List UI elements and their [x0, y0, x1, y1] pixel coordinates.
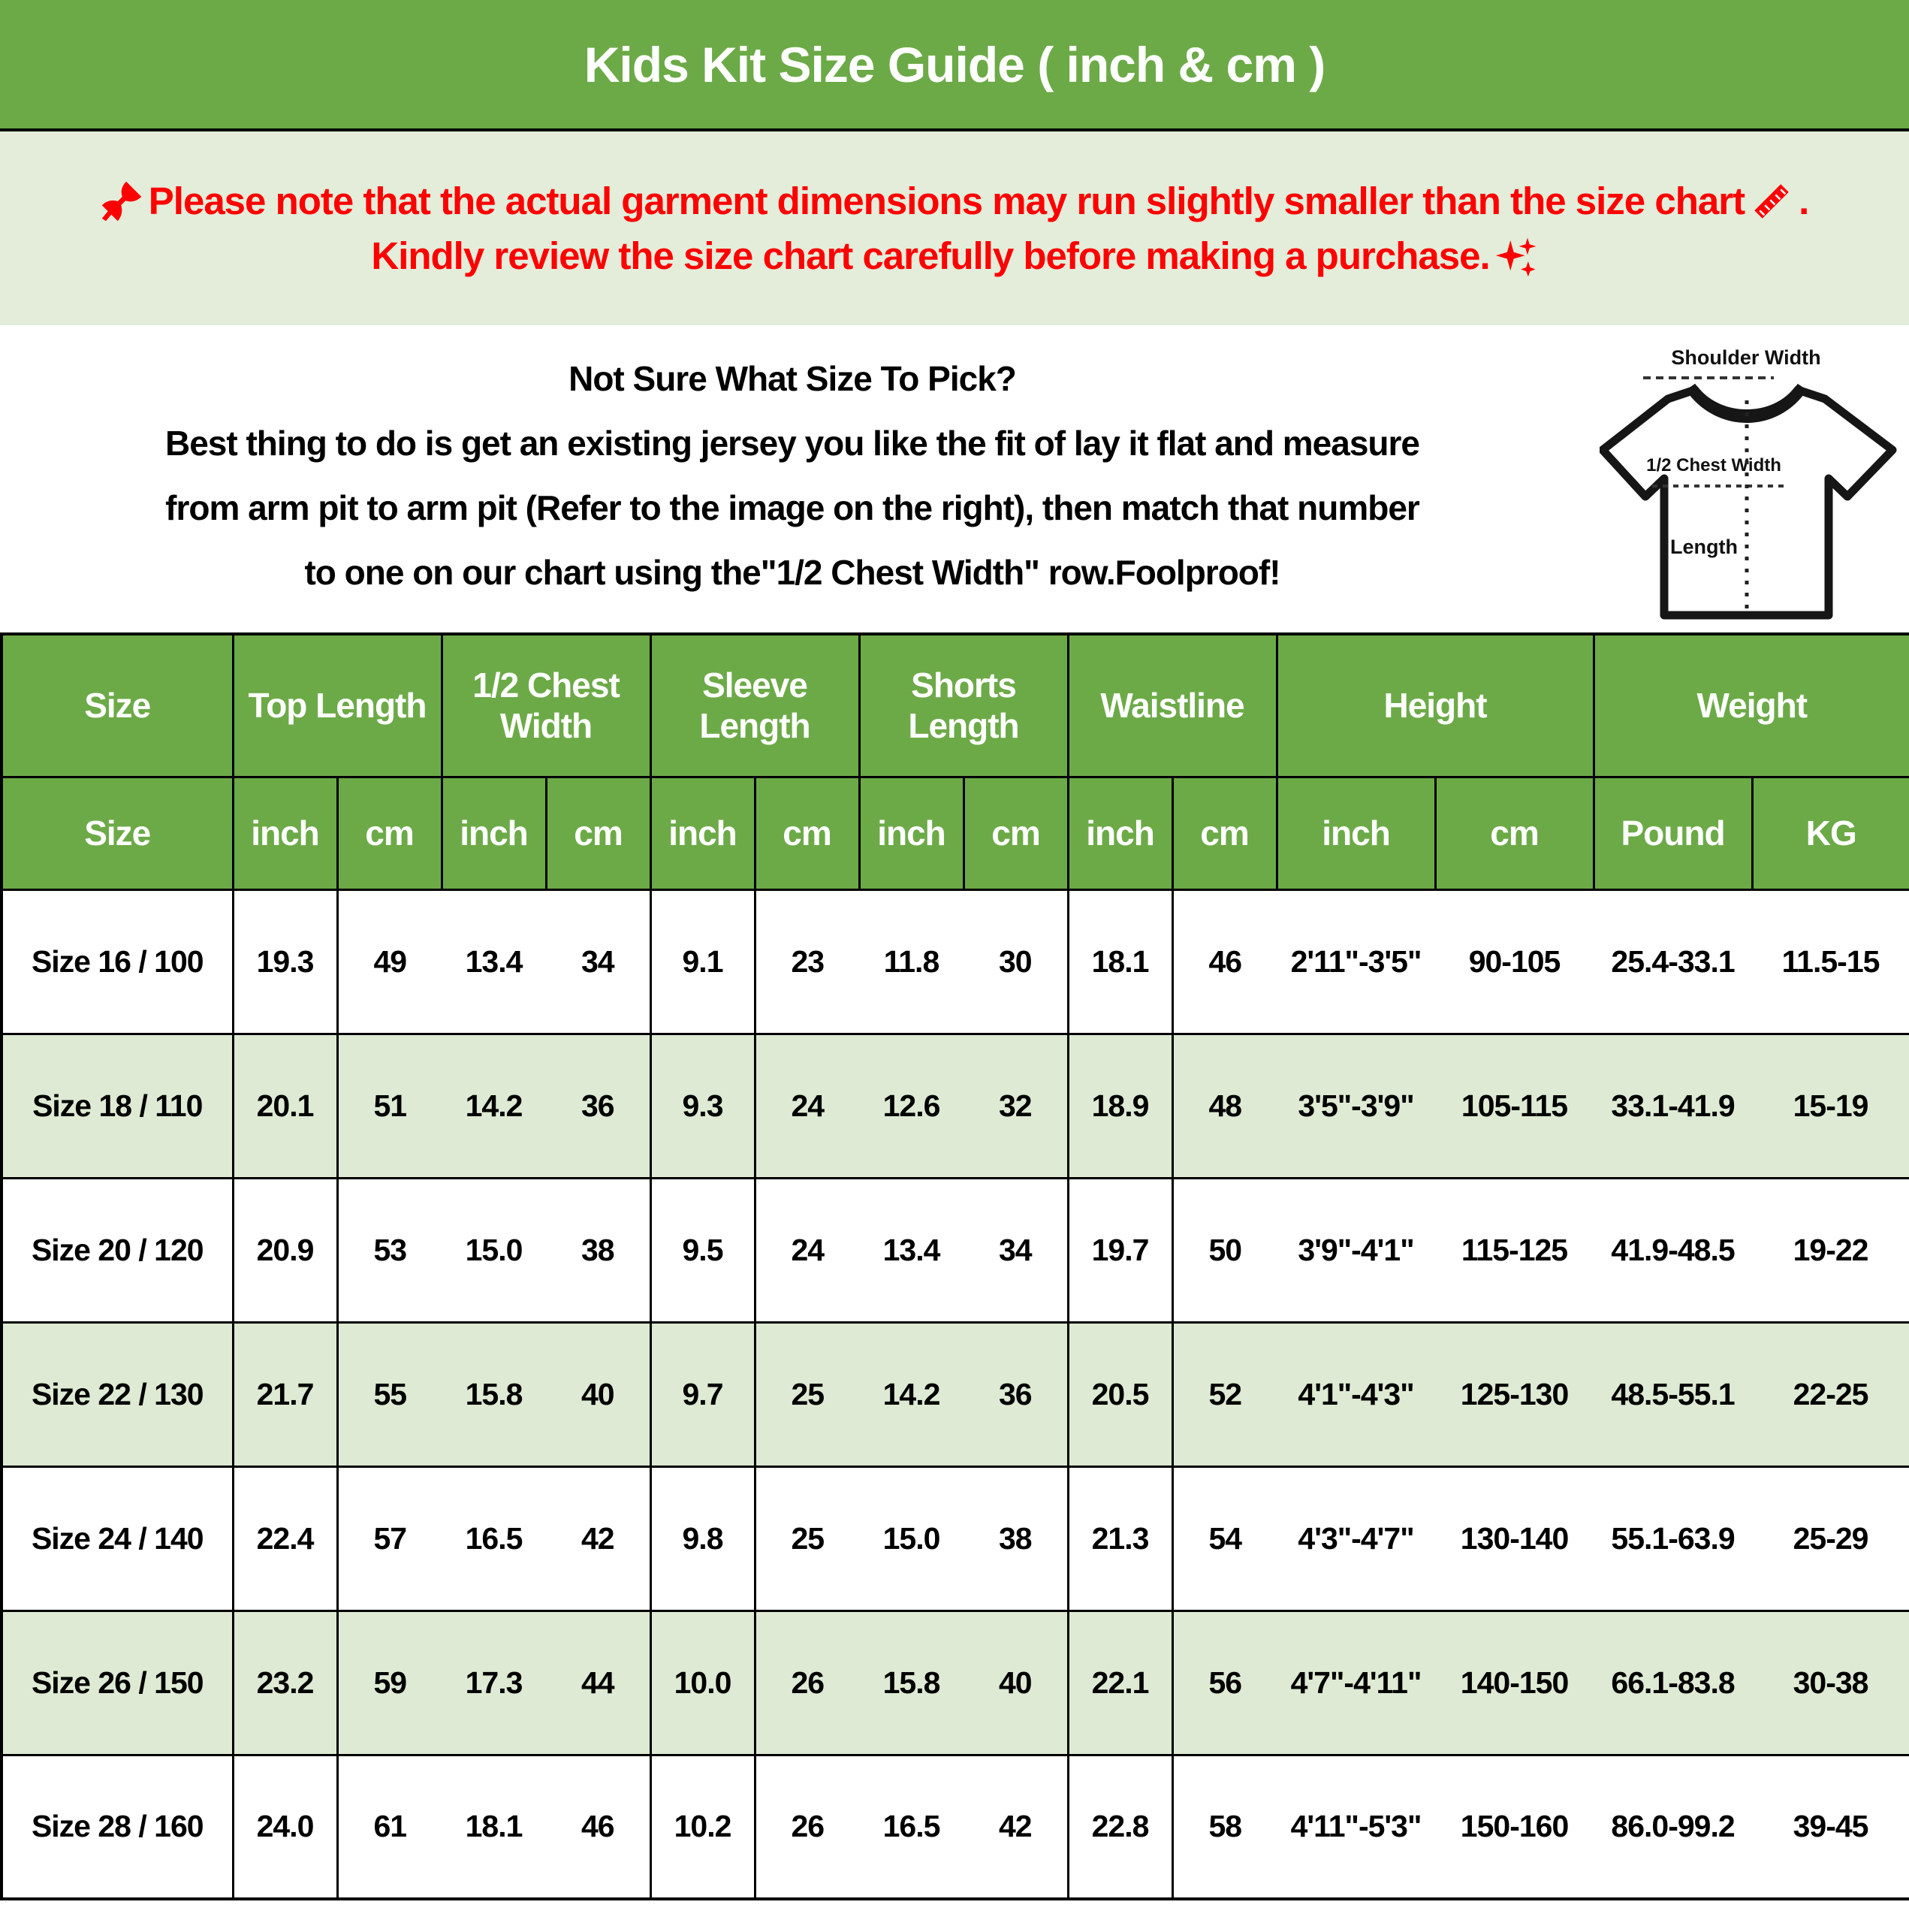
- table-cell: 130-140: [1435, 1466, 1594, 1611]
- sizing-help-text: [0, 346, 1585, 605]
- table-row: [2, 1034, 1909, 1178]
- sizing-help-line-2: from arm pit to arm pit (Refer to the image on the right), then match that number: [165, 488, 1419, 527]
- table-cell: 2'11"-3'5": [1277, 889, 1435, 1034]
- notice-text-2: Kindly review the size chart carefully before making a purchase.: [371, 234, 1490, 277]
- table-cell: 55: [337, 1322, 442, 1466]
- sizing-help-section: [0, 325, 1909, 632]
- row-size-label: Size 16 / 100: [2, 889, 233, 1034]
- sizing-help-heading: Not Sure What Size To Pick?: [568, 359, 1016, 398]
- table-cell: 23.2: [233, 1611, 337, 1755]
- table-cell: 3'9"-4'1": [1277, 1178, 1435, 1322]
- unit-header: Pound: [1594, 777, 1752, 889]
- length-label: Length: [1670, 536, 1738, 558]
- row-size-label: Size 28 / 160: [2, 1755, 233, 1899]
- row-size-label: Size 22 / 130: [2, 1322, 233, 1466]
- table-cell: 18.9: [1068, 1034, 1172, 1178]
- table-cell: 36: [964, 1322, 1068, 1466]
- unit-header: inch: [1068, 777, 1172, 889]
- size-table: [0, 632, 1909, 1900]
- table-cell: 49: [337, 889, 442, 1034]
- column-group-top-length: Top Length: [233, 634, 442, 777]
- unit-header: Size: [2, 777, 233, 889]
- table-cell: 53: [337, 1178, 442, 1322]
- column-group-half-chest-width: 1/2 Chest Width: [442, 634, 650, 777]
- tshirt-diagram-svg: [1600, 328, 1903, 629]
- row-size-label: Size 26 / 150: [2, 1611, 233, 1755]
- unit-header: cm: [964, 777, 1068, 889]
- unit-header: cm: [546, 777, 650, 889]
- sizing-help-line-1: Best thing to do is get an existing jersey you like the fit of lay it flat and measure: [164, 424, 1420, 463]
- unit-header: cm: [1435, 777, 1594, 889]
- table-row: [2, 1178, 1909, 1322]
- table-cell: 115-125: [1435, 1178, 1594, 1322]
- table-cell: 50: [1172, 1178, 1277, 1322]
- table-cell: 15.0: [442, 1178, 546, 1322]
- table-cell: 46: [546, 1755, 650, 1899]
- table-cell: 9.8: [650, 1466, 755, 1611]
- column-group-shorts-length: Shorts Length: [859, 634, 1068, 777]
- table-cell: 30-38: [1752, 1611, 1909, 1755]
- table-cell: 44: [546, 1611, 650, 1755]
- unit-header: inch: [650, 777, 755, 889]
- unit-header: inch: [233, 777, 337, 889]
- table-cell: 39-45: [1752, 1755, 1909, 1899]
- table-cell: 36: [546, 1034, 650, 1178]
- table-cell: 3'5"-3'9": [1277, 1034, 1435, 1178]
- column-group-sleeve-length: Sleeve Length: [650, 634, 859, 777]
- table-cell: 42: [964, 1755, 1068, 1899]
- table-cell: 16.5: [442, 1466, 546, 1611]
- table-cell: 66.1-83.8: [1594, 1611, 1752, 1755]
- table-cell: 12.6: [859, 1034, 964, 1178]
- table-cell: 9.1: [650, 889, 755, 1034]
- table-cell: 150-160: [1435, 1755, 1594, 1899]
- table-cell: 9.7: [650, 1322, 755, 1466]
- table-cell: 24.0: [233, 1755, 337, 1899]
- column-group-weight: Weight: [1594, 634, 1909, 777]
- table-cell: 40: [546, 1322, 650, 1466]
- table-cell: 46: [1172, 889, 1277, 1034]
- table-cell: 52: [1172, 1322, 1277, 1466]
- table-cell: 38: [964, 1466, 1068, 1611]
- table-cell: 24: [755, 1034, 859, 1178]
- table-cell: 58: [1172, 1755, 1277, 1899]
- column-group-waistline: Waistline: [1068, 634, 1277, 777]
- table-cell: 4'11"-5'3": [1277, 1755, 1435, 1899]
- table-cell: 20.9: [233, 1178, 337, 1322]
- table-cell: 20.1: [233, 1034, 337, 1178]
- table-row: [2, 1466, 1909, 1611]
- table-cell: 13.4: [442, 889, 546, 1034]
- row-size-label: Size 20 / 120: [2, 1178, 233, 1322]
- page-title: Kids Kit Size Guide ( inch & cm ): [584, 36, 1325, 92]
- notice-line-2: [371, 234, 1537, 278]
- table-cell: 140-150: [1435, 1611, 1594, 1755]
- table-cell: 24: [755, 1178, 859, 1322]
- notice-band: [0, 131, 1909, 325]
- table-cell: 16.5: [859, 1755, 964, 1899]
- title-bar: [0, 0, 1909, 131]
- unit-header: inch: [1277, 777, 1435, 889]
- table-cell: 56: [1172, 1611, 1277, 1755]
- ruler-icon: [1751, 180, 1793, 222]
- table-cell: 26: [755, 1611, 859, 1755]
- table-cell: 15.8: [859, 1611, 964, 1755]
- table-row: [2, 1611, 1909, 1755]
- table-cell: 4'3"-4'7": [1277, 1466, 1435, 1611]
- table-cell: 86.0-99.2: [1594, 1755, 1752, 1899]
- table-cell: 22.4: [233, 1466, 337, 1611]
- unit-header: cm: [337, 777, 442, 889]
- row-size-label: Size 18 / 110: [2, 1034, 233, 1178]
- table-cell: 30: [964, 889, 1068, 1034]
- unit-header: cm: [1172, 777, 1277, 889]
- sizing-help-line-3: to one on our chart using the"1/2 Chest Width" row.Foolproof!: [304, 553, 1280, 592]
- table-cell: 15.0: [859, 1466, 964, 1611]
- table-cell: 13.4: [859, 1178, 964, 1322]
- pushpin-icon: [101, 180, 143, 222]
- unit-header: inch: [859, 777, 964, 889]
- table-cell: 21.7: [233, 1322, 337, 1466]
- unit-header-row: [2, 777, 1909, 889]
- table-cell: 32: [964, 1034, 1068, 1178]
- table-cell: 38: [546, 1178, 650, 1322]
- table-cell: 11.5-15: [1752, 889, 1909, 1034]
- size-table-head: [2, 634, 1909, 889]
- table-cell: 25-29: [1752, 1466, 1909, 1611]
- table-cell: 15-19: [1752, 1034, 1909, 1178]
- table-cell: 26: [755, 1755, 859, 1899]
- notice-line-1: [101, 179, 1808, 223]
- table-cell: 105-115: [1435, 1034, 1594, 1178]
- table-cell: 19.3: [233, 889, 337, 1034]
- half-chest-width-label: 1/2 Chest Width: [1646, 455, 1781, 475]
- table-cell: 4'7"-4'11": [1277, 1611, 1435, 1755]
- table-cell: 59: [337, 1611, 442, 1755]
- table-cell: 4'1"-4'3": [1277, 1322, 1435, 1466]
- table-cell: 10.2: [650, 1755, 755, 1899]
- table-cell: 15.8: [442, 1322, 546, 1466]
- table-cell: 125-130: [1435, 1322, 1594, 1466]
- table-cell: 21.3: [1068, 1466, 1172, 1611]
- group-header-row: [2, 634, 1909, 777]
- table-cell: 48.5-55.1: [1594, 1322, 1752, 1466]
- table-cell: 34: [546, 889, 650, 1034]
- table-row: [2, 1322, 1909, 1466]
- table-cell: 22.8: [1068, 1755, 1172, 1899]
- table-cell: 57: [337, 1466, 442, 1611]
- size-table-body: [2, 889, 1909, 1899]
- table-cell: 54: [1172, 1466, 1277, 1611]
- table-row: [2, 1755, 1909, 1899]
- table-cell: 22.1: [1068, 1611, 1172, 1755]
- notice-text-1-end: .: [1799, 180, 1809, 222]
- table-cell: 41.9-48.5: [1594, 1178, 1752, 1322]
- table-cell: 42: [546, 1466, 650, 1611]
- table-cell: 17.3: [442, 1611, 546, 1755]
- table-cell: 90-105: [1435, 889, 1594, 1034]
- table-cell: 11.8: [859, 889, 964, 1034]
- table-cell: 25: [755, 1322, 859, 1466]
- table-cell: 20.5: [1068, 1322, 1172, 1466]
- table-cell: 18.1: [442, 1755, 546, 1899]
- table-cell: 19.7: [1068, 1178, 1172, 1322]
- row-size-label: Size 24 / 140: [2, 1466, 233, 1611]
- table-cell: 51: [337, 1034, 442, 1178]
- column-group-size: Size: [2, 634, 233, 777]
- shoulder-width-label: Shoulder Width: [1671, 346, 1821, 369]
- table-cell: 40: [964, 1611, 1068, 1755]
- table-cell: 19-22: [1752, 1178, 1909, 1322]
- table-cell: 23: [755, 889, 859, 1034]
- table-cell: 14.2: [442, 1034, 546, 1178]
- table-cell: 25: [755, 1466, 859, 1611]
- unit-header: KG: [1752, 777, 1909, 889]
- table-cell: 25.4-33.1: [1594, 889, 1752, 1034]
- table-cell: 55.1-63.9: [1594, 1466, 1752, 1611]
- tshirt-measure-diagram: [1600, 328, 1903, 629]
- table-cell: 33.1-41.9: [1594, 1034, 1752, 1178]
- table-row: [2, 889, 1909, 1034]
- table-cell: 61: [337, 1755, 442, 1899]
- column-group-height: Height: [1277, 634, 1594, 777]
- unit-header: inch: [442, 777, 546, 889]
- sparkles-icon: [1496, 235, 1538, 277]
- table-cell: 9.5: [650, 1178, 755, 1322]
- table-cell: 34: [964, 1178, 1068, 1322]
- notice-text-1: Please note that the actual garment dimensions may run slightly smaller than the size chart: [148, 180, 1745, 222]
- table-cell: 9.3: [650, 1034, 755, 1178]
- table-cell: 48: [1172, 1034, 1277, 1178]
- table-cell: 10.0: [650, 1611, 755, 1755]
- table-cell: 22-25: [1752, 1322, 1909, 1466]
- table-cell: 14.2: [859, 1322, 964, 1466]
- unit-header: cm: [755, 777, 859, 889]
- table-cell: 18.1: [1068, 889, 1172, 1034]
